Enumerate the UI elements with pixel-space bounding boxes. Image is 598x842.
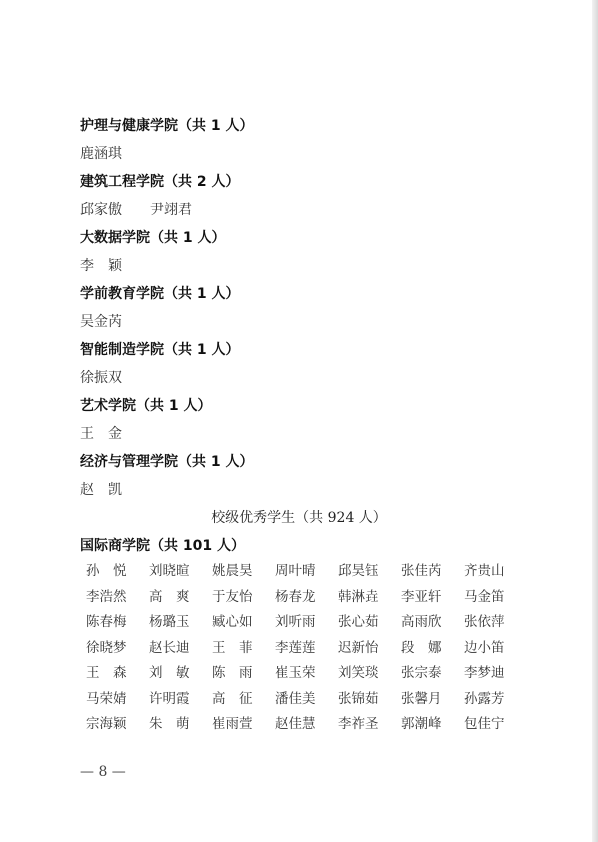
student-name: 崔雨萱 (212, 716, 253, 732)
student-name: 孙露芳 (464, 690, 505, 707)
student-name: 刘晓暄 (149, 563, 190, 579)
student-name: 高 征 (212, 690, 253, 707)
student-name: 臧心如 (212, 614, 253, 630)
student-name: 姚晨昊 (212, 563, 253, 579)
student-name: 张心茹 (338, 614, 379, 630)
student-name: 徐晓梦 (86, 639, 127, 656)
college-names-art (80, 423, 144, 443)
student-name: 张依萍 (464, 614, 505, 630)
student-name: 李亚轩 (401, 588, 442, 605)
student-name: 韩淋垚 (338, 588, 379, 605)
college-heading-art: 艺术学院（共 1 人） (80, 398, 212, 414)
student-name: 王 金 (80, 426, 122, 442)
student-name: 鹿涵琪 (80, 146, 122, 162)
student-name: 李梦迪 (464, 665, 505, 681)
student-name: 刘 敏 (149, 665, 190, 681)
student-name: 高 爽 (149, 588, 190, 605)
student-name: 宗海颖 (86, 716, 127, 732)
student-name: 李浩然 (86, 588, 127, 605)
student-name: 于友怡 (212, 588, 253, 605)
student-name: 边小笛 (464, 639, 505, 656)
student-name: 张佳芮 (401, 563, 442, 579)
student-name: 刘笑琰 (338, 665, 379, 681)
student-name: 马金笛 (464, 588, 505, 605)
award-title: 校级优秀学生（共 924 人） (211, 510, 387, 526)
student-name: 徐振双 (80, 370, 122, 386)
college-names-preschool (80, 311, 144, 331)
student-name: 刘听雨 (275, 614, 316, 630)
student-name: 周叶晴 (275, 563, 316, 579)
student-name: 朱 萌 (149, 716, 190, 732)
page-edge (592, 0, 598, 842)
student-name: 李莲莲 (275, 639, 316, 656)
student-name: 陈春梅 (86, 614, 127, 630)
college-heading-nursing: 护理与健康学院（共 1 人） (80, 118, 254, 134)
student-name: 孙 悦 (86, 563, 127, 579)
student-name: 齐贵山 (464, 563, 505, 579)
student-name: 王 森 (86, 665, 127, 681)
college-names-big-data (80, 255, 144, 275)
student-name: 赵长迪 (149, 639, 190, 656)
student-name: 潘佳美 (275, 690, 316, 707)
college-heading-big-data: 大数据学院（共 1 人） (80, 230, 226, 246)
student-name: 杨春龙 (275, 588, 316, 605)
college-heading-preschool: 学前教育学院（共 1 人） (80, 286, 240, 302)
student-name: 李祚圣 (338, 716, 379, 732)
student-name: 段 娜 (401, 639, 442, 656)
college-names-economics (80, 479, 144, 499)
page-number: — 8 — (80, 764, 126, 780)
college-names-manufacturing (80, 367, 144, 387)
student-name: 赵 凯 (80, 482, 122, 498)
college-names-nursing (80, 143, 144, 163)
student-name: 张馨月 (401, 690, 442, 707)
student-name: 张宗泰 (401, 665, 442, 681)
student-name: 马荣婧 (86, 690, 127, 707)
student-name: 尹翊君 (150, 202, 192, 218)
student-name: 张锦茹 (338, 690, 379, 707)
college-heading-architecture: 建筑工程学院（共 2 人） (80, 174, 240, 190)
student-name: 吴金芮 (80, 314, 122, 330)
student-name: 王 菲 (212, 639, 253, 656)
student-name-grid (86, 559, 527, 738)
student-name: 赵佳慧 (275, 716, 316, 732)
college-heading-manufacturing: 智能制造学院（共 1 人） (80, 342, 240, 358)
student-name: 高雨欣 (401, 614, 442, 630)
student-name: 崔玉荣 (275, 665, 316, 681)
college-heading-international-business: 国际商学院（共 101 人） (80, 538, 245, 554)
college-heading-economics: 经济与管理学院（共 1 人） (80, 454, 254, 470)
student-name: 李 颖 (80, 258, 122, 274)
student-name: 郭潮峰 (401, 716, 442, 732)
college-names-architecture (80, 199, 214, 219)
student-name: 杨璐玉 (149, 614, 190, 630)
student-name: 迟新怡 (338, 639, 379, 656)
student-name: 邱家傲 (80, 202, 122, 218)
student-name: 邱昊钰 (338, 563, 379, 579)
student-name: 陈 雨 (212, 665, 253, 681)
student-name: 许明霞 (149, 690, 190, 707)
student-name: 包佳宁 (464, 716, 505, 732)
